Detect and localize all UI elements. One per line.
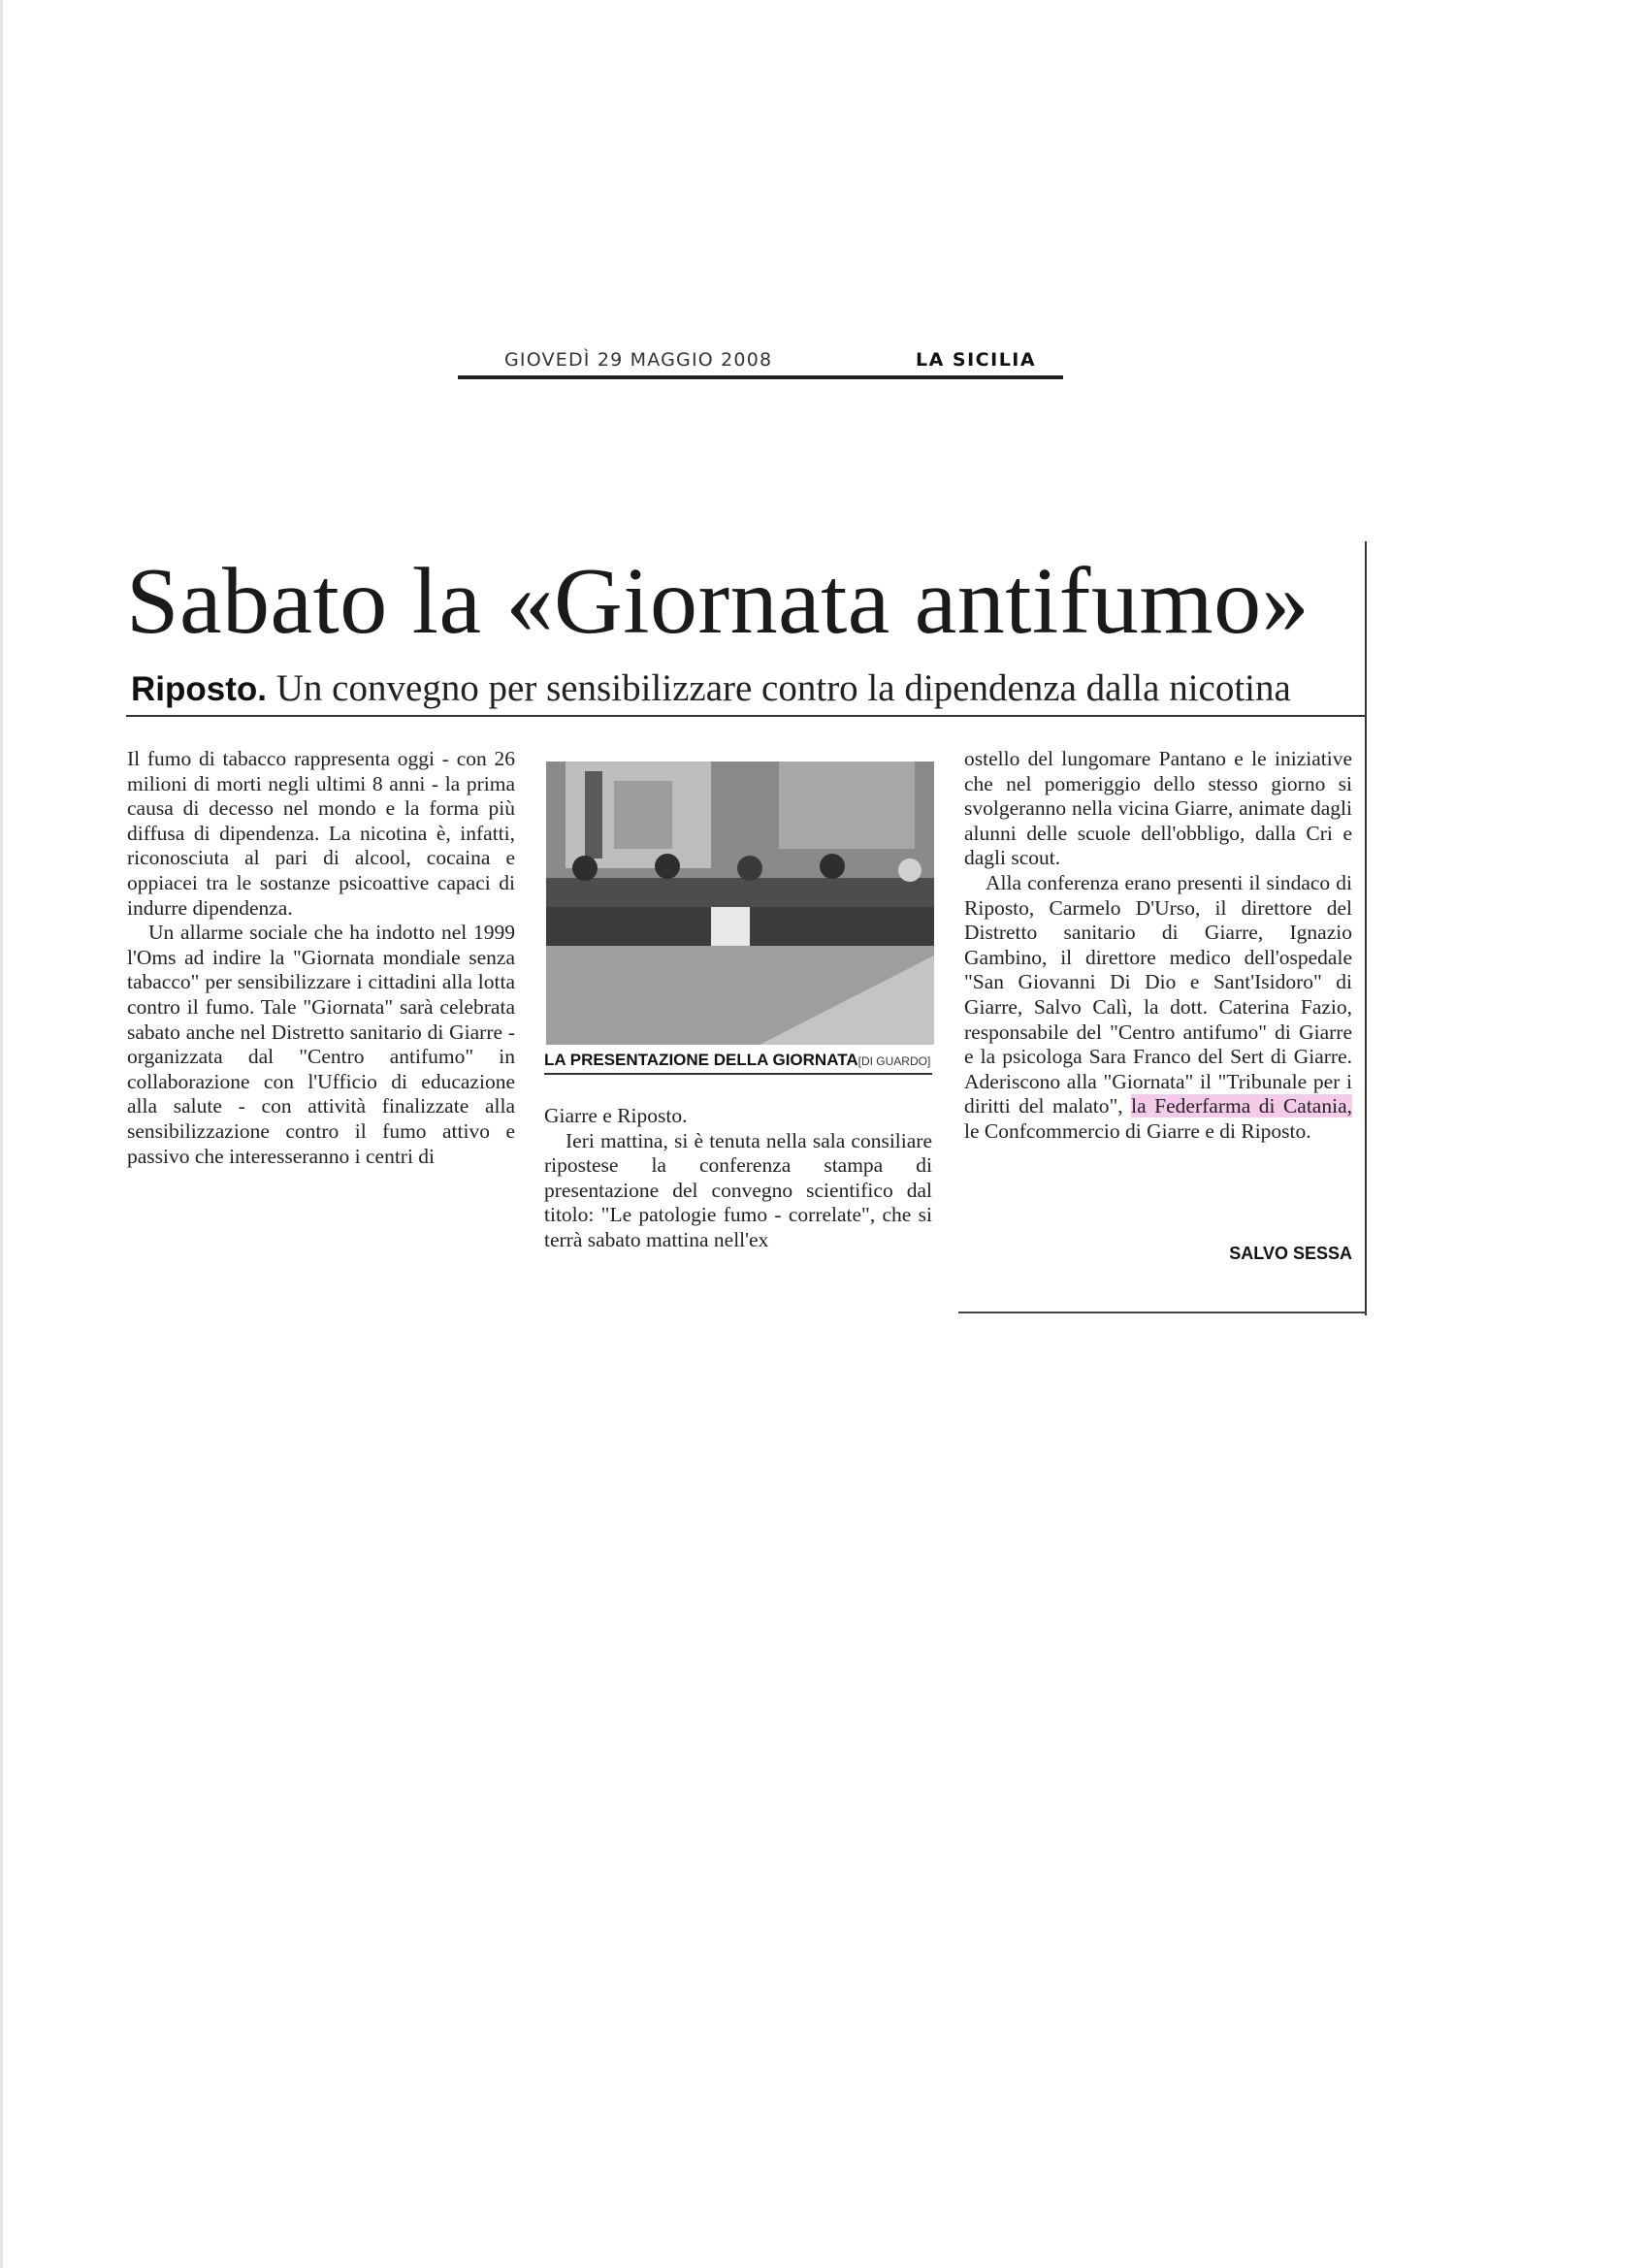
highlighted-text: la Federfarma di Catania, [1131,1094,1352,1118]
article-column-2 [544,1104,932,1253]
paragraph: Ieri mattina, si è tenuta nella sala consiliare ripostese la conferenza stampa di presentazione del convegno scientifico dal titolo: "Le patologie fumo - correlate", che si terrà sabato mattina nell'ex [544,1128,932,1251]
article-subheadline [131,665,1365,713]
scan-edge [0,0,3,2268]
subhead-rule [126,715,1365,717]
paragraph: Un allarme sociale che ha indotto nel 1999 l'Oms ad indire la "Giornata mondiale senza tabacco" per sensibilizzare i cittadini alla lotta contro il fumo. Tale "Giornata" sarà celebrata sabato anche nel Distretto sanitario di Giarre - organizzata dal "Centro antifumo" in collaborazione con l'Ufficio di educazione alla salute - con attività finalizzate alla sensibilizzazione contro il fumo attivo e passivo che interesseranno i centri di [127,921,515,1168]
article-photo [546,761,934,1045]
caption-text: LA PRESENTAZIONE DELLA GIORNATA [544,1051,858,1069]
photo-caption [544,1050,932,1075]
paragraph: ostello del lungomare Pantano e le iniziative che nel pomeriggio dello stesso giorno si svolgeranno nella vicina Giarre, animate dagli alunni delle scuole dell'obbligo, dalla Cri e dagli scout. [964,747,1352,870]
subheadline-text: Un convegno per sensibilizzare contro la dipendenza dalla nicotina [275,667,1291,709]
paragraph-text: le Confcommercio di Giarre e di Riposto. [964,1118,1311,1143]
paragraph-text: Alla conferenza erano presenti il sindaco di Riposto, Carmelo D'Urso, il direttore del Distretto sanitario di Giarre, Ignazio Gambino, il direttore medico dell'ospedale "San Giovanni Di Dio e Sant'Isidoro" di Giarre, Salvo Calì, la dott. Caterina Fazio, responsabile del "Centro antifumo" di Giarre e la psicologa Sara Franco del Sert di Giarre. Aderiscono alla "Giornata" il "Tribunale per i diritti del malato", [964,870,1352,1118]
masthead-rule [458,375,1063,379]
paragraph: Il fumo di tabacco rappresenta oggi - con 26 milioni di morti negli ultimi 8 anni - la prima causa di decesso nel mondo e la forma più diffusa di dipendenza. La nicotina è, infatti, riconosciuta al pari di alcool, cocaina e oppiacei tra le sostanze psicoattive capaci di indurre dipendenza. [127,747,515,920]
masthead [458,347,1063,378]
article-bottom-rule [958,1312,1367,1313]
photo-conference-room [546,761,934,1045]
issue-date: GIOVEDÌ 29 MAGGIO 2008 [504,349,773,371]
byline: SALVO SESSA [1229,1244,1352,1263]
article-column-3 [964,747,1352,1145]
article-headline: Sabato la «Giornata antifumo» [126,549,1310,654]
article-column-1 [127,747,515,1169]
kicker-location: Riposto. [131,670,267,708]
article-right-rule [1365,541,1367,1315]
photo-credit: [DI GUARDO] [857,1054,931,1068]
paragraph: Giarre e Riposto. [544,1104,688,1127]
paragraph [964,871,1352,1145]
newspaper-name: LA SICILIA [916,349,1037,371]
